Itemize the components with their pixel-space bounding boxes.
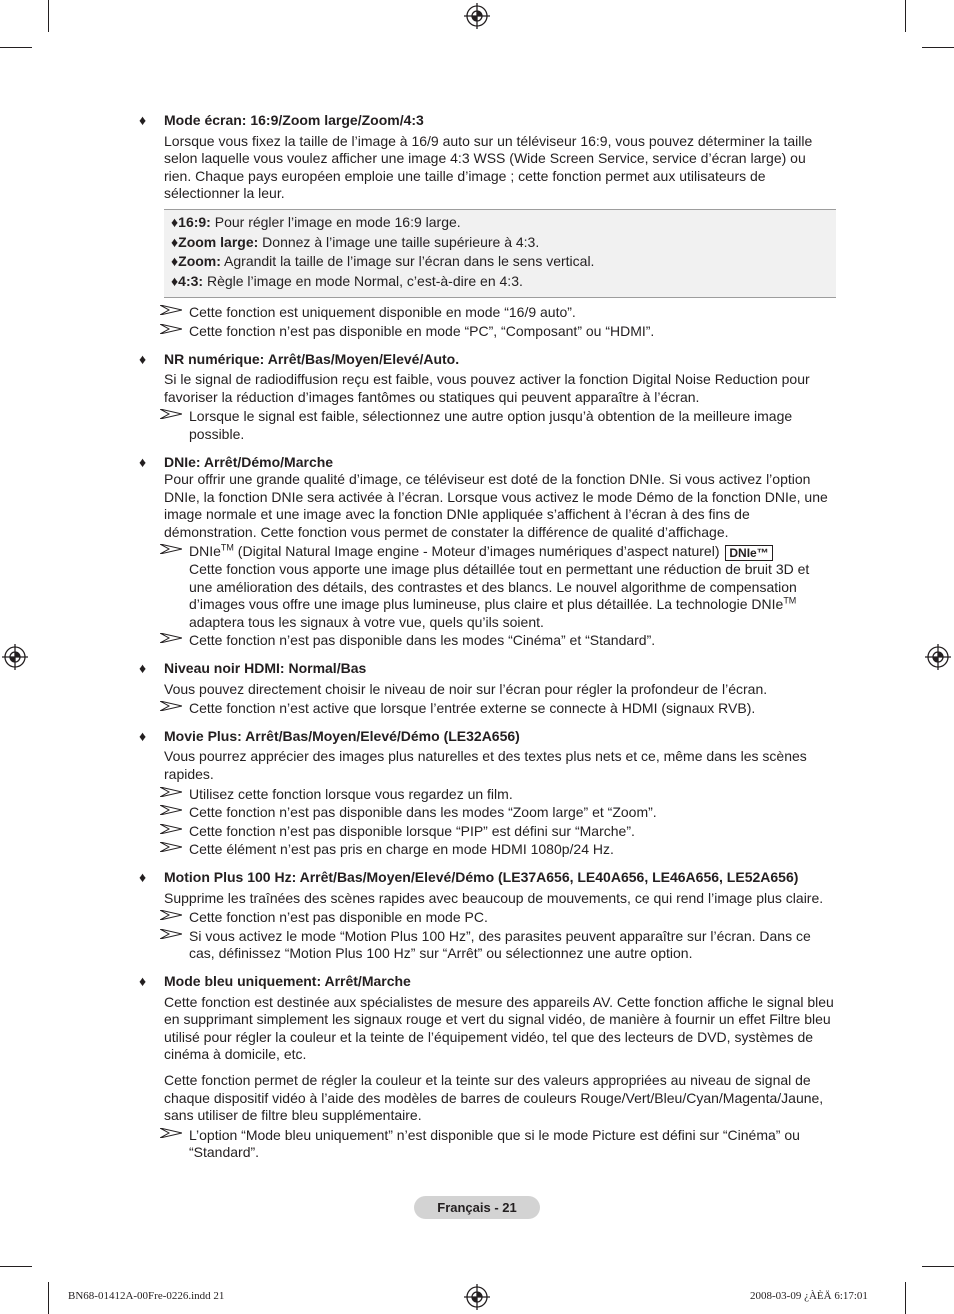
dnie-logo: DNIe™ [725,545,772,561]
box-item-text: Règle l’image en mode Normal, c’est-à-dire en 4:3. [203,272,523,289]
registration-mark-icon [2,644,28,670]
note [136,804,836,822]
paragraph: Lorsque vous fixez la taille de l’image à 16/9 auto sur un téléviseur 16:9, vous pouvez déterminer la taille selon laquelle vous voulez afficher une image 4:3 WSS (Wide Screen Service, service d’écran large) ou rien. Chaque pays européen emploie une taille d’image ; cette fonction permet aux utilisateurs de sélectionner la leur. [164,132,813,202]
section-dnie [136,454,836,651]
bullet-diamond-icon: ♦ [139,660,147,677]
box-item [171,273,836,291]
box-item-text: Agrandit la taille de l’image sur l’écran dans le sens vertical. [220,253,595,270]
note-arrow-icon [160,409,182,419]
box-item-label: Zoom large: [178,233,259,250]
slug-right: 2008-03-09 ¿ÀÈÄ 6:17:01 [750,1290,868,1302]
note-dnie [136,543,836,631]
note [136,909,836,927]
bullet-diamond-icon: ♦ [171,233,179,250]
note [136,1127,836,1162]
page-number-badge: Français - 21 [414,1196,540,1219]
page-content [136,112,836,1172]
registration-mark-icon [464,3,490,29]
note [136,700,836,718]
note-text: Lorsque le signal est faible, sélectionnez une autre option jusqu’à obtention de la meilleure image possible. [189,408,793,442]
bullet-diamond-icon: ♦ [171,213,179,230]
bullet-diamond-icon: ♦ [139,727,147,744]
section-heading [136,454,836,472]
note-text: Cette fonction n’est pas disponible en mode “PC”, “Composant” ou “HDMI”. [189,322,655,339]
crop-mark [48,1282,49,1314]
note-arrow-icon [160,824,182,834]
crop-mark [922,1266,954,1267]
bullet-diamond-icon: ♦ [139,868,147,885]
slug-left: BN68-01412A-00Fre-0226.indd 21 [68,1290,225,1302]
crop-mark [905,1282,906,1314]
registration-mark-icon [464,1284,490,1310]
paragraph: Cette fonction permet de régler la couleur et la teinte sur des valeurs appropriées au niveau de signal de chaque dispositif vidéo à l’aide des modèles de barres de couleurs Rouge/Vert/Bleu/Cyan/Magenta/Jaune, sans utiliser de filtre bleu supplémentaire. [164,1071,824,1124]
dnie-text: Cette fonction vous apporte une image plus détaillée tout en permettant une réduction de bruit 3D et une amélioration des détails, des contrastes et des blancs. Le nouvel algorithme de compensation d’images vous offre une image plus lumineuse, plus claire et plus détaillée. La technologie DNIe [189,561,810,613]
crop-mark [905,0,906,32]
note-text: Cette fonction n’est pas disponible en mode PC. [189,909,488,926]
note-text: Si vous activez le mode “Motion Plus 100 Hz”, des parasites peuvent apparaître sur l’écran. Dans ce cas, définissez “Motion Plus 100 Hz” sur “Arrêt” ou sélectionnez une autre option. [189,927,811,962]
note-arrow-icon [160,842,182,852]
note-arrow-icon [160,305,182,315]
section-title: Motion Plus 100 Hz: Arrêt/Bas/Moyen/Elevé/Démo (LE37A656, LE40A656, LE46A656, LE52A656) [164,868,799,885]
section-movie-plus [136,728,836,859]
crop-mark [922,47,954,48]
section-nr-numerique [136,351,836,444]
note-text: Cette élément n’est pas pris en charge en mode HDMI 1080p/24 Hz. [189,841,614,858]
note [136,323,836,341]
note [136,304,836,322]
note-arrow-icon [160,701,182,711]
note [136,841,836,859]
dnie-text: (Digital Natural Image engine - Moteur d’images numériques d’aspect naturel) [233,543,720,560]
note-arrow-icon [160,929,182,939]
note-text: Cette fonction n’est pas disponible dans les modes “Zoom large” et “Zoom”. [189,804,657,821]
bullet-diamond-icon: ♦ [139,112,147,128]
note-arrow-icon [160,633,182,643]
note-text: Cette fonction est uniquement disponible en mode “16/9 auto”. [189,304,576,321]
note-arrow-icon [160,1128,182,1138]
box-item [171,214,836,232]
box-item [171,234,836,252]
section-heading [136,351,836,369]
dnie-text: DNIe [189,543,221,560]
box-item-label: Zoom: [178,253,221,270]
note-text: L’option “Mode bleu uniquement” n’est disponible que si le mode Picture est défini sur “Cinéma” ou “Standard”. [189,1126,800,1161]
note [136,928,836,963]
section-mode-bleu [136,973,836,1162]
box-item-text: Donnez à l’image une taille supérieure à 4:3. [258,233,540,250]
section-heading [136,112,836,130]
section-heading [136,728,836,746]
bullet-diamond-icon: ♦ [139,453,147,470]
paragraph: Si le signal de radiodiffusion reçu est faible, vous pouvez activer la fonction Digital Noise Reduction pour favoriser la réduction d’images fantômes ou statiques qui peuvent apparaître à l’écran. [164,371,810,405]
trademark-sup: TM [783,595,797,606]
note-arrow-icon [160,787,182,797]
note [136,786,836,804]
paragraph: Pour offrir une grande qualité d’image, ce téléviseur est doté de la fonction DNIe. Si vous activez l’option DNIe, la fonction DNIe sera activée à l’écran. Lorsque vous activez le mode Démo de la fonction DNIe, une image normale et une image avec la fonction DNIe appliquée s’affichent à l’écran à des fins de démonstration. Cette fonction vous permet de constater la différence de qualité d’affichage. [164,471,828,540]
bullet-diamond-icon: ♦ [171,272,179,289]
paragraph: Supprime les traînées des scènes rapides avec beaucoup de mouvements, ce qui rend l’image plus claire. [164,889,824,906]
note-arrow-icon [160,544,182,554]
bullet-diamond-icon: ♦ [171,253,179,270]
section-heading [136,869,836,887]
box-item [171,253,836,271]
section-title: Niveau noir HDMI: Normal/Bas [164,660,367,677]
section-mode-ecran [136,112,836,341]
box-item-text: Pour régler l’image en mode 16:9 large. [210,213,461,230]
note [136,632,836,650]
trademark-sup: TM [220,542,234,553]
note-arrow-icon [160,910,182,920]
note [136,408,836,443]
section-title: NR numérique: Arrêt/Bas/Moyen/Elevé/Auto. [164,350,460,367]
note-text: Utilisez cette fonction lorsque vous regardez un film. [189,785,513,802]
box-item-label: 16:9: [178,213,211,230]
section-title: DNIe: Arrêt/Démo/Marche [164,453,334,470]
registration-mark-icon [925,644,951,670]
note-arrow-icon [160,324,182,334]
crop-mark [0,47,32,48]
section-heading [136,973,836,991]
paragraph: Vous pouvez directement choisir le niveau de noir sur l’écran pour régler la profondeur de l’écran. [164,680,768,697]
crop-mark [0,1266,32,1267]
options-box [164,209,836,298]
note-text: Cette fonction n’est active que lorsque l’entrée externe se connecte à HDMI (signaux RVB). [189,700,756,717]
note-text: Cette fonction n’est pas disponible dans les modes “Cinéma” et “Standard”. [189,632,656,649]
paragraph: Cette fonction est destinée aux spécialistes de mesure des appareils AV. Cette fonction affiche le signal bleu en supprimant simplement les signaux rouge et vert du signal vidéo, de manière à fournir un effet Filtre bleu utilisé pour régler la couleur et la teinte de l’équipement vidéo, tel que des lecteurs de DVD, systèmes de cinéma à domicile, etc. [164,993,834,1063]
note [136,823,836,841]
bullet-diamond-icon: ♦ [139,350,147,367]
note-text: Cette fonction n’est pas disponible lorsque “PIP” est défini sur “Marche”. [189,822,635,839]
box-item-label: 4:3: [178,272,204,289]
section-title: Mode bleu uniquement: Arrêt/Marche [164,972,411,989]
paragraph: Vous pourrez apprécier des images plus naturelles et des textes plus nets et ce, même dans les scènes rapides. [164,748,807,782]
dnie-text: adaptera tous les signaux à votre vue, quels qu’ils soient. [189,613,544,630]
section-title: Movie Plus: Arrêt/Bas/Moyen/Elevé/Démo (LE32A656) [164,727,520,744]
section-heading [136,660,836,678]
note-arrow-icon [160,805,182,815]
section-motion-plus [136,869,836,963]
section-niveau-noir [136,660,836,718]
bullet-diamond-icon: ♦ [139,972,147,989]
section-title: Mode écran: 16:9/Zoom large/Zoom/4:3 [164,112,424,128]
crop-mark [48,0,49,32]
